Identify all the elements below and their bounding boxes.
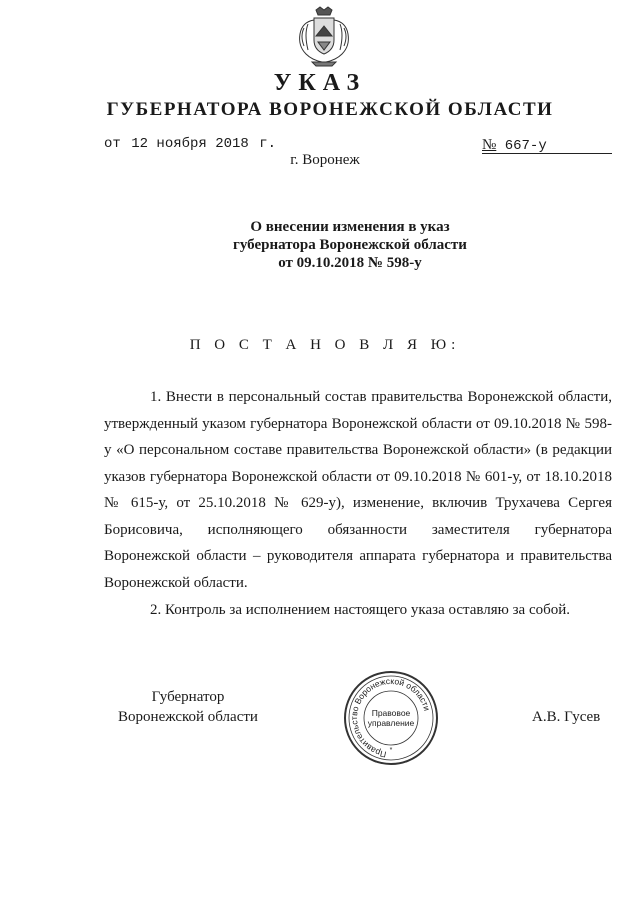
stamp-line-2: управление	[367, 718, 415, 728]
date-prefix: от	[104, 136, 121, 152]
subject-line-1: О внесении изменения в указ	[250, 219, 450, 235]
date-suffix: г.	[259, 136, 277, 152]
body-paragraph-1: 1. Внести в персональный состав правительства Воронежской области, утвержденный указом губернатора Воронежской области от 09.10.2018 № 598-у «О персональном составе правительства Воронежской области» (в редакции указов губернатора Воронежской области от 09.10.2018 № 601-у, от 18.10.2018 № 615-у, от 25.10.2018 № 629-у), изменение, включив Трухачева Сергея Борисовича, исполняющего обязанности заместителя губернатора Воронежской области – руководителя аппарата губернатора и правительства Воронежской области.	[104, 389, 612, 591]
document-subject	[0, 218, 640, 272]
document-date	[104, 136, 276, 152]
body-paragraph-2: 2. Контроль за исполнением настоящего указа оставляю за собой.	[150, 602, 571, 618]
date-value: 12 ноября 2018	[131, 136, 249, 152]
subject-line-3: от 09.10.2018 № 598-у	[278, 255, 422, 271]
position-line-2: Воронежской области	[118, 709, 258, 725]
signatory-name: А.В. Гусев	[532, 709, 601, 725]
number-sign: №	[482, 137, 497, 153]
decree-word: П О С Т А Н О В Л Я Ю:	[189, 337, 461, 353]
document-body	[104, 384, 612, 624]
position-line-1: Губернатор	[151, 689, 225, 705]
svg-text:Правительство Воронежской обла: Правительство Воронежской области	[349, 675, 433, 760]
document-city: г. Воронеж	[290, 152, 360, 168]
subject-line-2: губернатора Воронежской области	[233, 237, 467, 253]
document-subtitle: ГУБЕРНАТОРА ВОРОНЕЖСКОЙ ОБЛАСТИ	[106, 99, 554, 120]
signatory-position	[108, 687, 268, 727]
document-title: УКАЗ	[273, 70, 367, 96]
round-stamp-icon	[340, 670, 442, 766]
stamp-line-1: Правовое	[371, 708, 411, 718]
coat-of-arms-icon	[292, 6, 356, 68]
svg-text:*: *	[389, 747, 393, 754]
number-value: 667-у	[504, 138, 547, 154]
